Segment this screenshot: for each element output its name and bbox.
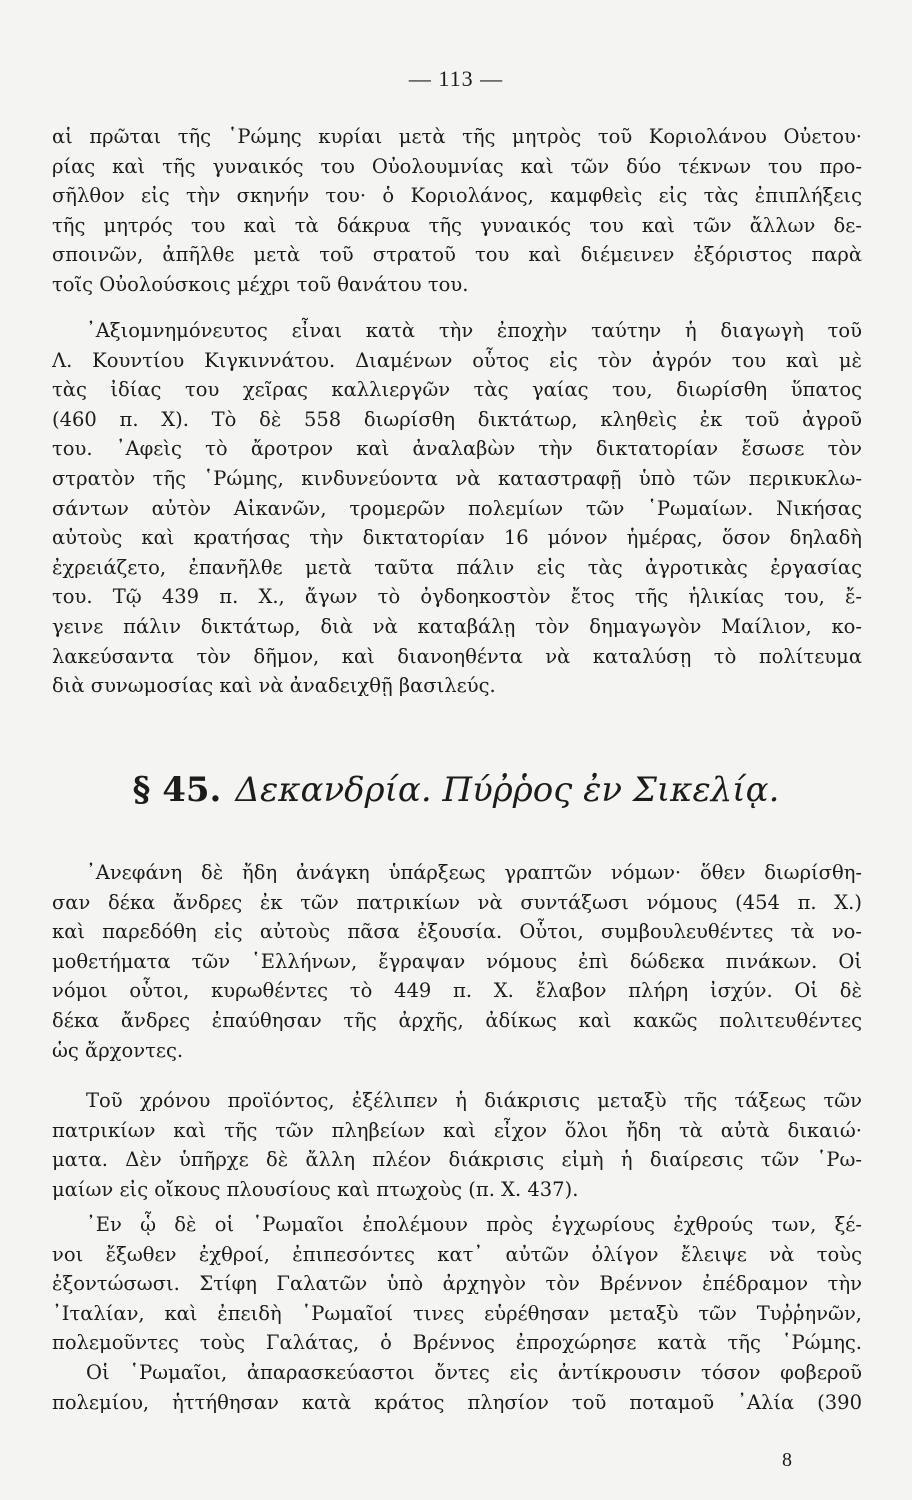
text-line: πατρικίων καὶ τῆς τῶν πληβείων καὶ εἶχον ὅλοι ἤδη τὰ αὐτὰ δικαιώ· [52,1118,862,1142]
paragraph-coriolanus [52,122,862,300]
paragraph-patricians [52,1086,862,1204]
text-line: σαν δέκα ἄνδρες ἐκ τῶν πατρικίων νὰ συντάξωσι νόμους (454 π. Χ.) [52,890,862,914]
text-line: ἐξοντώσωσι. Στίφη Γαλατῶν ὑπὸ ἀρχηγὸν τὸν Βρέννον ἐπέδραμον τὴν [52,1272,862,1296]
text-line: ρίας καὶ τῆς γυναικός του Οὐολουμνίας καὶ τῶν δύο τέκνων του προ- [52,154,862,178]
text-line: Οἱ ῾Ρωμαῖοι, ἀπαρασκεύαστοι ὄντες εἰς ἀντίκρουσιν τόσον φοβεροῦ [86,1361,862,1384]
section-number: § 45. [132,770,222,810]
text-line: ὡς ἄρχοντες. [52,1038,184,1062]
text-line: ᾿Αξιομνημόνευτος εἶναι κατὰ τὴν ἐποχὴν ταύτην ἡ διαγωγὴ τοῦ [86,319,862,342]
section-heading [0,770,912,810]
text-line: διὰ συνωμοσίας καὶ νὰ ἀναδειχθῇ βασιλεύς. [52,674,496,698]
text-line: μοθετήματα τῶν ῾Ελλήνων, ἔγραψαν νόμους ἐπὶ δώδεκα πινάκων. Οἱ [52,949,862,973]
text-line: ἐχρειάζετο, ἐπανῆλθε μετὰ ταῦτα πάλιν εἰς τὰς ἀγροτικὰς ἐργασίας [52,555,862,579]
text-line: μαίων εἰς οἴκους πλουσίους καὶ πτωχοὺς (π. Χ. 437). [52,1177,579,1201]
text-line: δέκα ἄνδρες ἐπαύθησαν τῆς ἀρχῆς, ἀδίκως καὶ κακῶς πολιτευθέντες [52,1008,862,1032]
text-line: αἱ πρῶται τῆς ῾Ρώμης κυρίαι μετὰ τῆς μητρὸς τοῦ Κοριολάνου Οὐετου· [52,125,862,148]
text-line: ματα. Δὲν ὑπῆρχε δὲ ἄλλη πλέον διάκρισις εἰμὴ ἡ διαίρεσις τῶν ῾Ρω- [52,1148,862,1172]
text-line: σποινῶν, ἀπῆλθε μετὰ τοῦ στρατοῦ του καὶ διέμεινεν ἐξόριστος παρὰ [52,243,862,267]
signature-mark: 8 [782,1449,792,1471]
paragraph-romans-defeat [52,1358,862,1417]
paragraph-cincinnatus [52,316,862,701]
text-line: σάντων αὐτὸν Αἰκανῶν, τρομερῶν πολεμίων τῶν ῾Ρωμαίων. Νικήσας [52,496,862,520]
text-line: (460 π. Χ). Τὸ δὲ 558 διωρίσθη δικτάτωρ, κληθεὶς ἐκ τοῦ ἀγροῦ [52,407,862,431]
text-line: τοῖς Οὐολούσκοις μέχρι τοῦ θανάτου του. [52,272,469,296]
text-line: λακεύσαντα τὸν δῆμον, καὶ διανοηθέντα νὰ καταλύσῃ τὸ πολίτευμα [52,644,862,668]
page-number: — 113 — [408,66,504,91]
text-line: ᾿Ιταλίαν, καὶ ἐπειδὴ ῾Ρωμαῖοί τινες εὑρέθησαν μεταξὺ τῶν Τυῤῥηνῶν, [52,1301,862,1325]
text-line: στρατὸν τῆς ῾Ρώμης, κινδυνεύοντα νὰ καταστραφῇ ὑπὸ τῶν περικυκλω- [52,466,862,490]
text-line: τὰς ἰδίας του χεῖρας καλλιεργῶν τὰς γαίας του, διωρίσθη ὕπατος [52,378,862,402]
text-line: πολεμίου, ἡττήθησαν κατὰ κράτος πλησίον τοῦ ποταμοῦ ᾿Αλία (390 [52,1390,862,1414]
text-line: του. Τῷ 439 π. Χ., ἄγων τὸ ὀγδοηκοστὸν ἔτος τῆς ἡλικίας του, ἔ- [52,585,862,609]
paragraph-decemvirs [52,858,862,1065]
text-line: καὶ παρεδόθη εἰς αὐτοὺς πᾶσα ἐξουσία. Οὗτοι, συμβουλευθέντες τὰ νο- [52,920,862,944]
text-line: γεινε πάλιν δικτάτωρ, διὰ νὰ καταβάλῃ τὸν δημαγωγὸν Μαίλιον, κο- [52,614,862,638]
section-title: Δεκανδρία. Πύῤῥος ἐν Σικελίᾳ. [235,770,780,810]
paragraph-gauls [52,1210,862,1358]
text-line: αὐτοὺς καὶ κρατήσας τὴν δικτατορίαν 16 μόνον ἡμέρας, ὅσον δηλαδὴ [52,526,862,550]
text-line: του. ᾿Αφεὶς τὸ ἄροτρον καὶ ἀναλαβὼν τὴν δικτατορίαν ἔσωσε τὸν [52,437,862,461]
text-line: τῆς μητρός του καὶ τὰ δάκρυα τῆς γυναικός του καὶ τῶν ἄλλων δε- [52,213,862,237]
text-line: Τοῦ χρόνου προϊόντος, ἐξέλιπεν ἡ διάκρισις μεταξὺ τῆς τάξεως τῶν [86,1089,862,1112]
text-line: πολεμοῦντες τοὺς Γαλάτας, ὁ Βρέννος ἐπροχώρησε κατὰ τῆς ῾Ρώμης. [52,1331,862,1355]
text-line: σῆλθον εἰς τὴν σκηνήν του· ὁ Κοριολάνος, καμφθεὶς εἰς τὰς ἐπιπλήξεις [52,184,862,208]
text-line: ᾿Ανεφάνη δὲ ἤδη ἀνάγκη ὑπάρξεως γραπτῶν νόμων· ὅθεν διωρίσθη- [86,861,862,884]
text-line: νόμοι οὗτοι, κυρωθέντες τὸ 449 π. Χ. ἔλαβον πλήρη ἰσχύν. Οἱ δὲ [52,979,862,1003]
text-line: Λ. Κουντίου Κιγκιννάτου. Διαμένων οὗτος εἰς τὸν ἀγρόν του καὶ μὲ [52,348,862,372]
text-line: νοι ἔξωθεν ἐχθροί, ἐπιπεσόντες κατ᾽ αὐτῶν ὀλίγον ἔλειψε νὰ τοὺς [52,1242,862,1266]
text-line: ᾿Εν ᾧ δὲ οἱ ῾Ρωμαῖοι ἐπολέμουν πρὸς ἐγχωρίους ἐχθρούς των, ξέ- [86,1213,862,1236]
